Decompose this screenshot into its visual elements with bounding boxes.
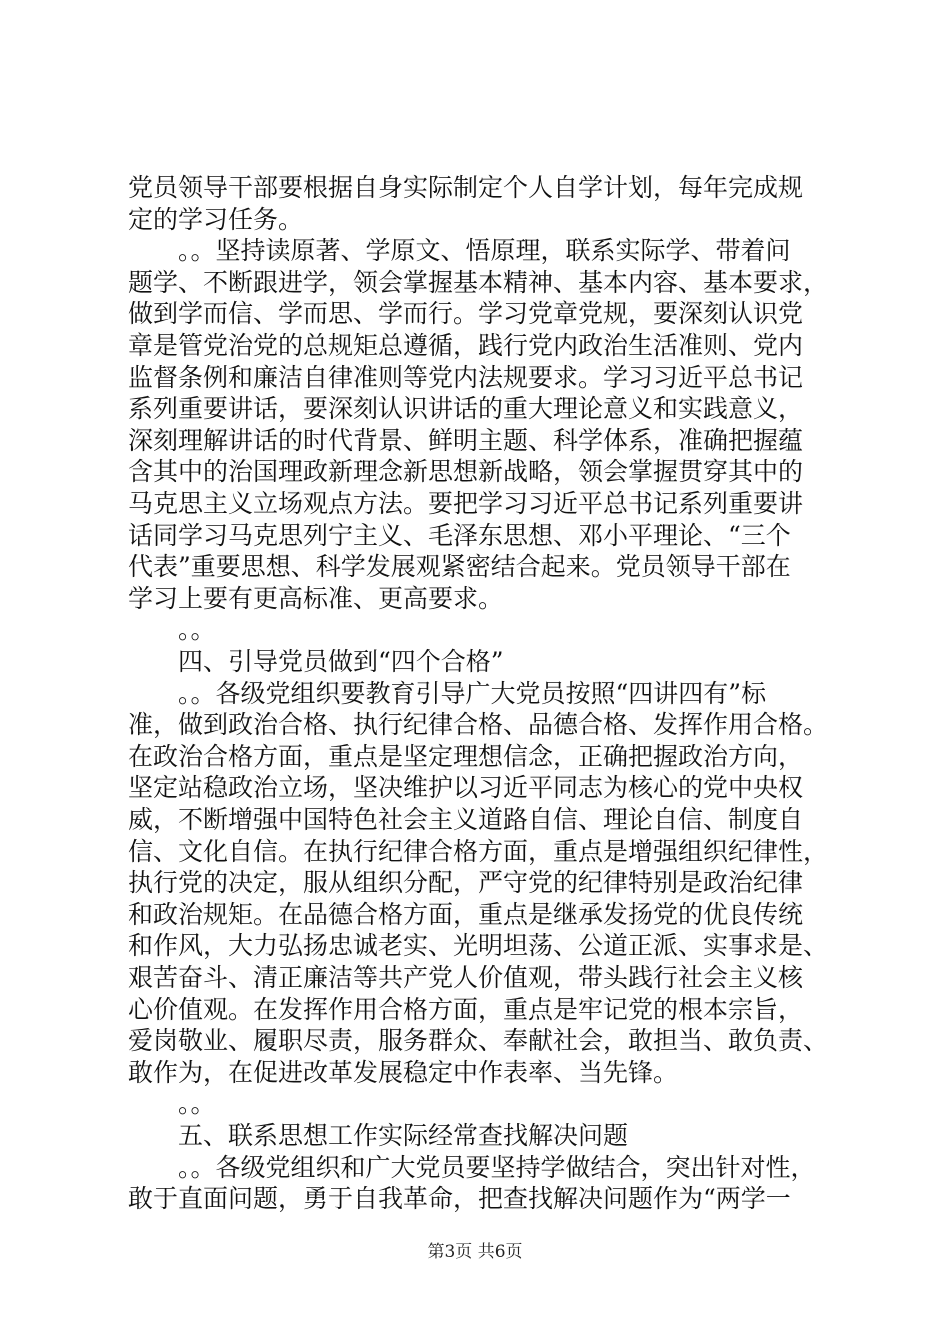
text-line: 和政治规矩。在品德合格方面，重点是继承发扬党的优良传统 bbox=[128, 899, 804, 929]
text-line: 敢于直面问题，勇于自我革命，把查找解决问题作为“两学一 bbox=[128, 1184, 791, 1214]
page-footer: 第3页 共6页 bbox=[427, 1242, 523, 1262]
text-line: 含其中的治国理政新理念新思想新战略，领会掌握贯穿其中的 bbox=[128, 457, 804, 487]
text-line: 题学、不断跟进学，领会掌握基本精神、基本内容、基本要求， bbox=[128, 267, 829, 297]
text-line: 章是管党治党的总规矩总遵循，践行党内政治生活准则、党内 bbox=[128, 331, 804, 360]
text-line: 代表”重要思想、科学发展观紧密结合起来。党员领导干部在 bbox=[128, 552, 791, 582]
text-line: 深刻理解讲话的时代背景、鲜明主题、科学体系，准确把握蕴 bbox=[128, 425, 804, 455]
text-line: 学习上要有更高标准、更高要求。 bbox=[128, 583, 504, 613]
text-line: 监督条例和廉洁自律准则等党内法规要求。学习习近平总书记 bbox=[128, 362, 804, 392]
text-line: 在政治合格方面，重点是坚定理想信念，正确把握政治方向， bbox=[128, 741, 804, 771]
text-line: 马克思主义立场观点方法。要把学习习近平总书记系列重要讲 bbox=[128, 489, 804, 518]
text-line: 和作风，大力弘扬忠诚老实、光明坦荡、公道正派、实事求是、 bbox=[128, 931, 829, 961]
text-line: 执行党的决定，服从组织分配，严守党的纪律特别是政治纪律 bbox=[128, 868, 804, 898]
text-line: 系列重要讲话，要深刻认识讲话的重大理论意义和实践意义， bbox=[128, 394, 804, 424]
text-line: 威，不断增强中国特色社会主义道路自信、理论自信、制度自 bbox=[128, 805, 804, 834]
text-line: 艰苦奋斗、清正廉洁等共产党人价值观，带头践行社会主义核 bbox=[128, 963, 804, 992]
text-line: 坚定站稳政治立场，坚决维护以习近平同志为核心的党中央权 bbox=[128, 773, 804, 803]
text-line: 信、文化自信。在执行纪律合格方面，重点是增强组织纪律性， bbox=[128, 836, 829, 866]
text-line: 。。各级党组织和广大党员要坚持学做结合，突出针对性， bbox=[128, 1152, 816, 1182]
text-line: 定的学习任务。 bbox=[128, 204, 304, 234]
text-line: 。。 bbox=[128, 1089, 216, 1119]
text-line: 做到学而信、学而思、学而行。学习党章党规，要深刻认识党 bbox=[128, 299, 804, 329]
text-line: 心价值观。在发挥作用合格方面，重点是牢记党的根本宗旨， bbox=[128, 994, 804, 1024]
text-line: 准，做到政治合格、执行纪律合格、品德合格、发挥作用合格。 bbox=[128, 710, 829, 740]
text-line: 敢作为，在促进改革发展稳定中作表率、当先锋。 bbox=[128, 1057, 679, 1087]
section-heading: 四、引导党员做到“四个合格” bbox=[128, 647, 504, 676]
text-line: 。。坚持读原著、学原文、悟原理，联系实际学、带着问 bbox=[128, 236, 791, 266]
text-line: 爱岗敬业、履职尽责，服务群众、奉献社会，敢担当、敢负责、 bbox=[128, 1026, 829, 1056]
text-line: 党员领导干部要根据自身实际制定个人自学计划，每年完成规 bbox=[128, 173, 804, 202]
text-line: 话同学习马克思列宁主义、毛泽东思想、邓小平理论、“三个 bbox=[128, 520, 791, 550]
section-heading: 五、联系思想工作实际经常查找解决问题 bbox=[128, 1121, 629, 1150]
text-line: 。。 bbox=[128, 615, 216, 645]
text-line: 。。各级党组织要教育引导广大党员按照“四讲四有”标 bbox=[128, 678, 767, 708]
